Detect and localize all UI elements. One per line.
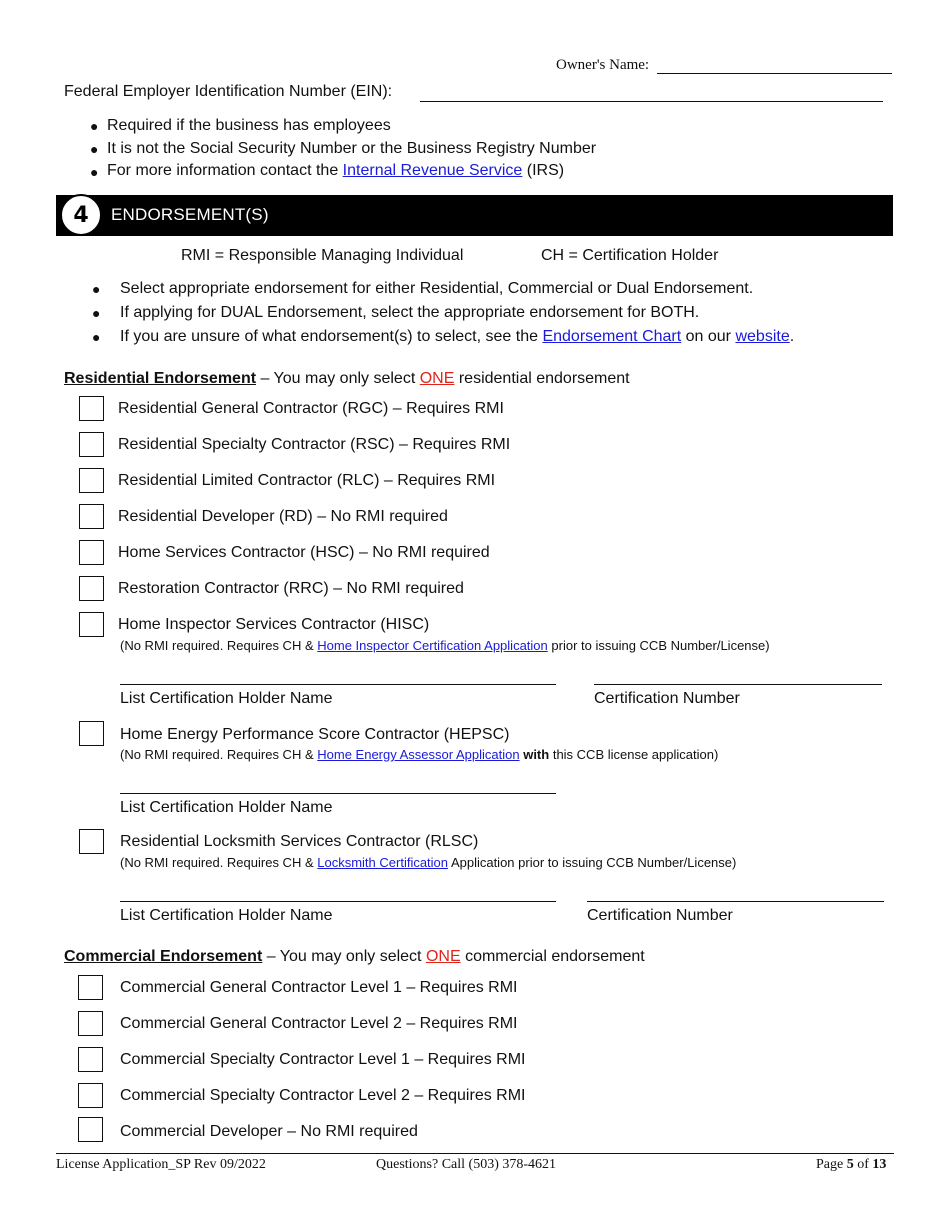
locksmith-cert-link[interactable]: Locksmith Certification: [317, 855, 449, 870]
residential-one: ONE: [419, 370, 455, 387]
rlsc-note-prefix: (No RMI required. Requires CH &: [120, 855, 314, 870]
section-bullet-3: [120, 328, 794, 346]
label-rrc: Restoration Contractor (RRC) – No RMI required: [118, 580, 464, 597]
label-rlsc: Residential Locksmith Services Contractor (RLSC): [120, 833, 479, 850]
ein-bullet-1: Required if the business has employees: [107, 117, 391, 134]
section-title: ENDORSEMENT(S): [111, 205, 269, 224]
checkbox-cgc-level-2[interactable]: [78, 1011, 103, 1036]
hepsc-note-suffix: this CCB license application): [552, 747, 719, 762]
hepsc-holder-name-field[interactable]: [120, 793, 556, 794]
hepsc-note-prefix: (No RMI required. Requires CH &: [120, 747, 314, 762]
section-bullet-2: If applying for DUAL Endorsement, select the appropriate endorsement for BOTH.: [120, 304, 700, 321]
bullet3-mid: on our: [685, 328, 732, 345]
checkbox-cgc-level-1[interactable]: [78, 975, 103, 1000]
checkbox-csc-level-1[interactable]: [78, 1047, 103, 1072]
checkbox-hisc[interactable]: [79, 612, 104, 637]
page-current: 5: [846, 1157, 854, 1172]
residential-heading-suffix: residential endorsement: [458, 370, 630, 387]
irs-link[interactable]: Internal Revenue Service: [342, 162, 523, 179]
website-link[interactable]: website: [735, 328, 790, 345]
checkbox-rlc[interactable]: [79, 468, 104, 493]
checkbox-commercial-developer[interactable]: [78, 1117, 103, 1142]
hisc-cert-number-field[interactable]: [594, 684, 882, 685]
footer-revision: License Application_SP Rev 09/2022: [56, 1157, 266, 1172]
page-prefix: Page: [816, 1157, 844, 1172]
residential-heading: Residential Endorsement: [64, 370, 257, 387]
rlsc-cert-number-field[interactable]: [587, 901, 884, 902]
label-rd: Residential Developer (RD) – No RMI required: [118, 508, 448, 525]
hepsc-note: [120, 747, 718, 762]
checkbox-csc-level-2[interactable]: [78, 1083, 103, 1108]
bullet-icon: ●: [90, 141, 99, 157]
bullet-icon: ●: [92, 329, 101, 345]
bullet-icon: ●: [92, 305, 101, 321]
ein-more-suffix: (IRS): [526, 162, 565, 179]
owner-name-field[interactable]: [657, 73, 892, 74]
label-commercial-developer: Commercial Developer – No RMI required: [120, 1123, 418, 1140]
page-total: 13: [872, 1157, 887, 1172]
commercial-heading-line: [64, 948, 645, 966]
label-csc-level-1: Commercial Specialty Contractor Level 1 – Requires RMI: [120, 1051, 526, 1068]
rlsc-holder-name-field[interactable]: [120, 901, 556, 902]
rlsc-note: [120, 855, 736, 870]
bullet-icon: ●: [90, 164, 99, 180]
label-cgc-level-1: Commercial General Contractor Level 1 – Requires RMI: [120, 979, 518, 996]
rlsc-holder-label: List Certification Holder Name: [120, 907, 333, 924]
hisc-note-prefix: (No RMI required. Requires CH &: [120, 638, 314, 653]
label-hsc: Home Services Contractor (HSC) – No RMI required: [118, 544, 490, 561]
footer-divider: [56, 1153, 894, 1154]
endorsement-chart-link[interactable]: Endorsement Chart: [542, 328, 682, 345]
checkbox-hsc[interactable]: [79, 540, 104, 565]
bullet-icon: ●: [90, 118, 99, 134]
hisc-note-suffix: prior to issuing CCB Number/License): [551, 638, 770, 653]
checkbox-hepsc[interactable]: [79, 721, 104, 746]
checkbox-rd[interactable]: [79, 504, 104, 529]
page-of: of: [857, 1157, 869, 1172]
checkbox-rrc[interactable]: [79, 576, 104, 601]
hepsc-note-bold: with: [523, 747, 550, 762]
commercial-heading: Commercial Endorsement: [64, 948, 263, 965]
residential-heading-prefix: – You may only select: [260, 370, 416, 387]
bullet3-prefix: If you are unsure of what endorsement(s) to select, see the: [120, 328, 538, 345]
hisc-number-label: Certification Number: [594, 690, 740, 707]
home-inspector-cert-link[interactable]: Home Inspector Certification Application: [317, 638, 548, 653]
owner-name-label: Owner's Name:: [556, 57, 650, 73]
label-hepsc: Home Energy Performance Score Contractor (HEPSC): [120, 726, 510, 743]
label-rlc: Residential Limited Contractor (RLC) – Requires RMI: [118, 472, 496, 489]
hisc-note: [120, 638, 770, 653]
checkbox-rgc[interactable]: [79, 396, 104, 421]
label-hisc: Home Inspector Services Contractor (HISC): [118, 616, 430, 633]
checkbox-rlsc[interactable]: [79, 829, 104, 854]
footer-questions: Questions? Call (503) 378-4621: [376, 1157, 557, 1172]
ein-field[interactable]: [420, 101, 883, 102]
ein-label: Federal Employer Identification Number (EIN):: [64, 83, 393, 100]
label-rsc: Residential Specialty Contractor (RSC) – Requires RMI: [118, 436, 511, 453]
label-rgc: Residential General Contractor (RGC) – Requires RMI: [118, 400, 504, 417]
home-energy-assessor-link[interactable]: Home Energy Assessor Application: [317, 747, 520, 762]
ein-more-prefix: For more information contact the: [107, 162, 339, 179]
section-number-badge: 4: [60, 194, 102, 236]
commercial-heading-prefix: – You may only select: [266, 948, 422, 965]
residential-heading-line: [64, 370, 630, 388]
hepsc-holder-label: List Certification Holder Name: [120, 799, 333, 816]
section-bullet-1: Select appropriate endorsement for either Residential, Commercial or Dual Endorsement.: [120, 280, 754, 297]
commercial-one: ONE: [425, 948, 461, 965]
rmi-definition: RMI = Responsible Managing Individual: [181, 247, 464, 264]
rlsc-number-label: Certification Number: [587, 907, 733, 924]
commercial-heading-suffix: commercial endorsement: [465, 948, 645, 965]
hisc-holder-label: List Certification Holder Name: [120, 690, 333, 707]
label-csc-level-2: Commercial Specialty Contractor Level 2 – Requires RMI: [120, 1087, 526, 1104]
ein-bullet-3: [107, 162, 564, 180]
bullet-icon: ●: [92, 281, 101, 297]
footer-page-number: [816, 1157, 886, 1173]
checkbox-rsc[interactable]: [79, 432, 104, 457]
rlsc-note-suffix: Application prior to issuing CCB Number/License): [450, 855, 737, 870]
hisc-holder-name-field[interactable]: [120, 684, 556, 685]
bullet3-end: .: [789, 328, 795, 345]
label-cgc-level-2: Commercial General Contractor Level 2 – Requires RMI: [120, 1015, 518, 1032]
ein-bullet-2: It is not the Social Security Number or the Business Registry Number: [107, 140, 597, 157]
ch-definition: CH = Certification Holder: [541, 247, 719, 264]
